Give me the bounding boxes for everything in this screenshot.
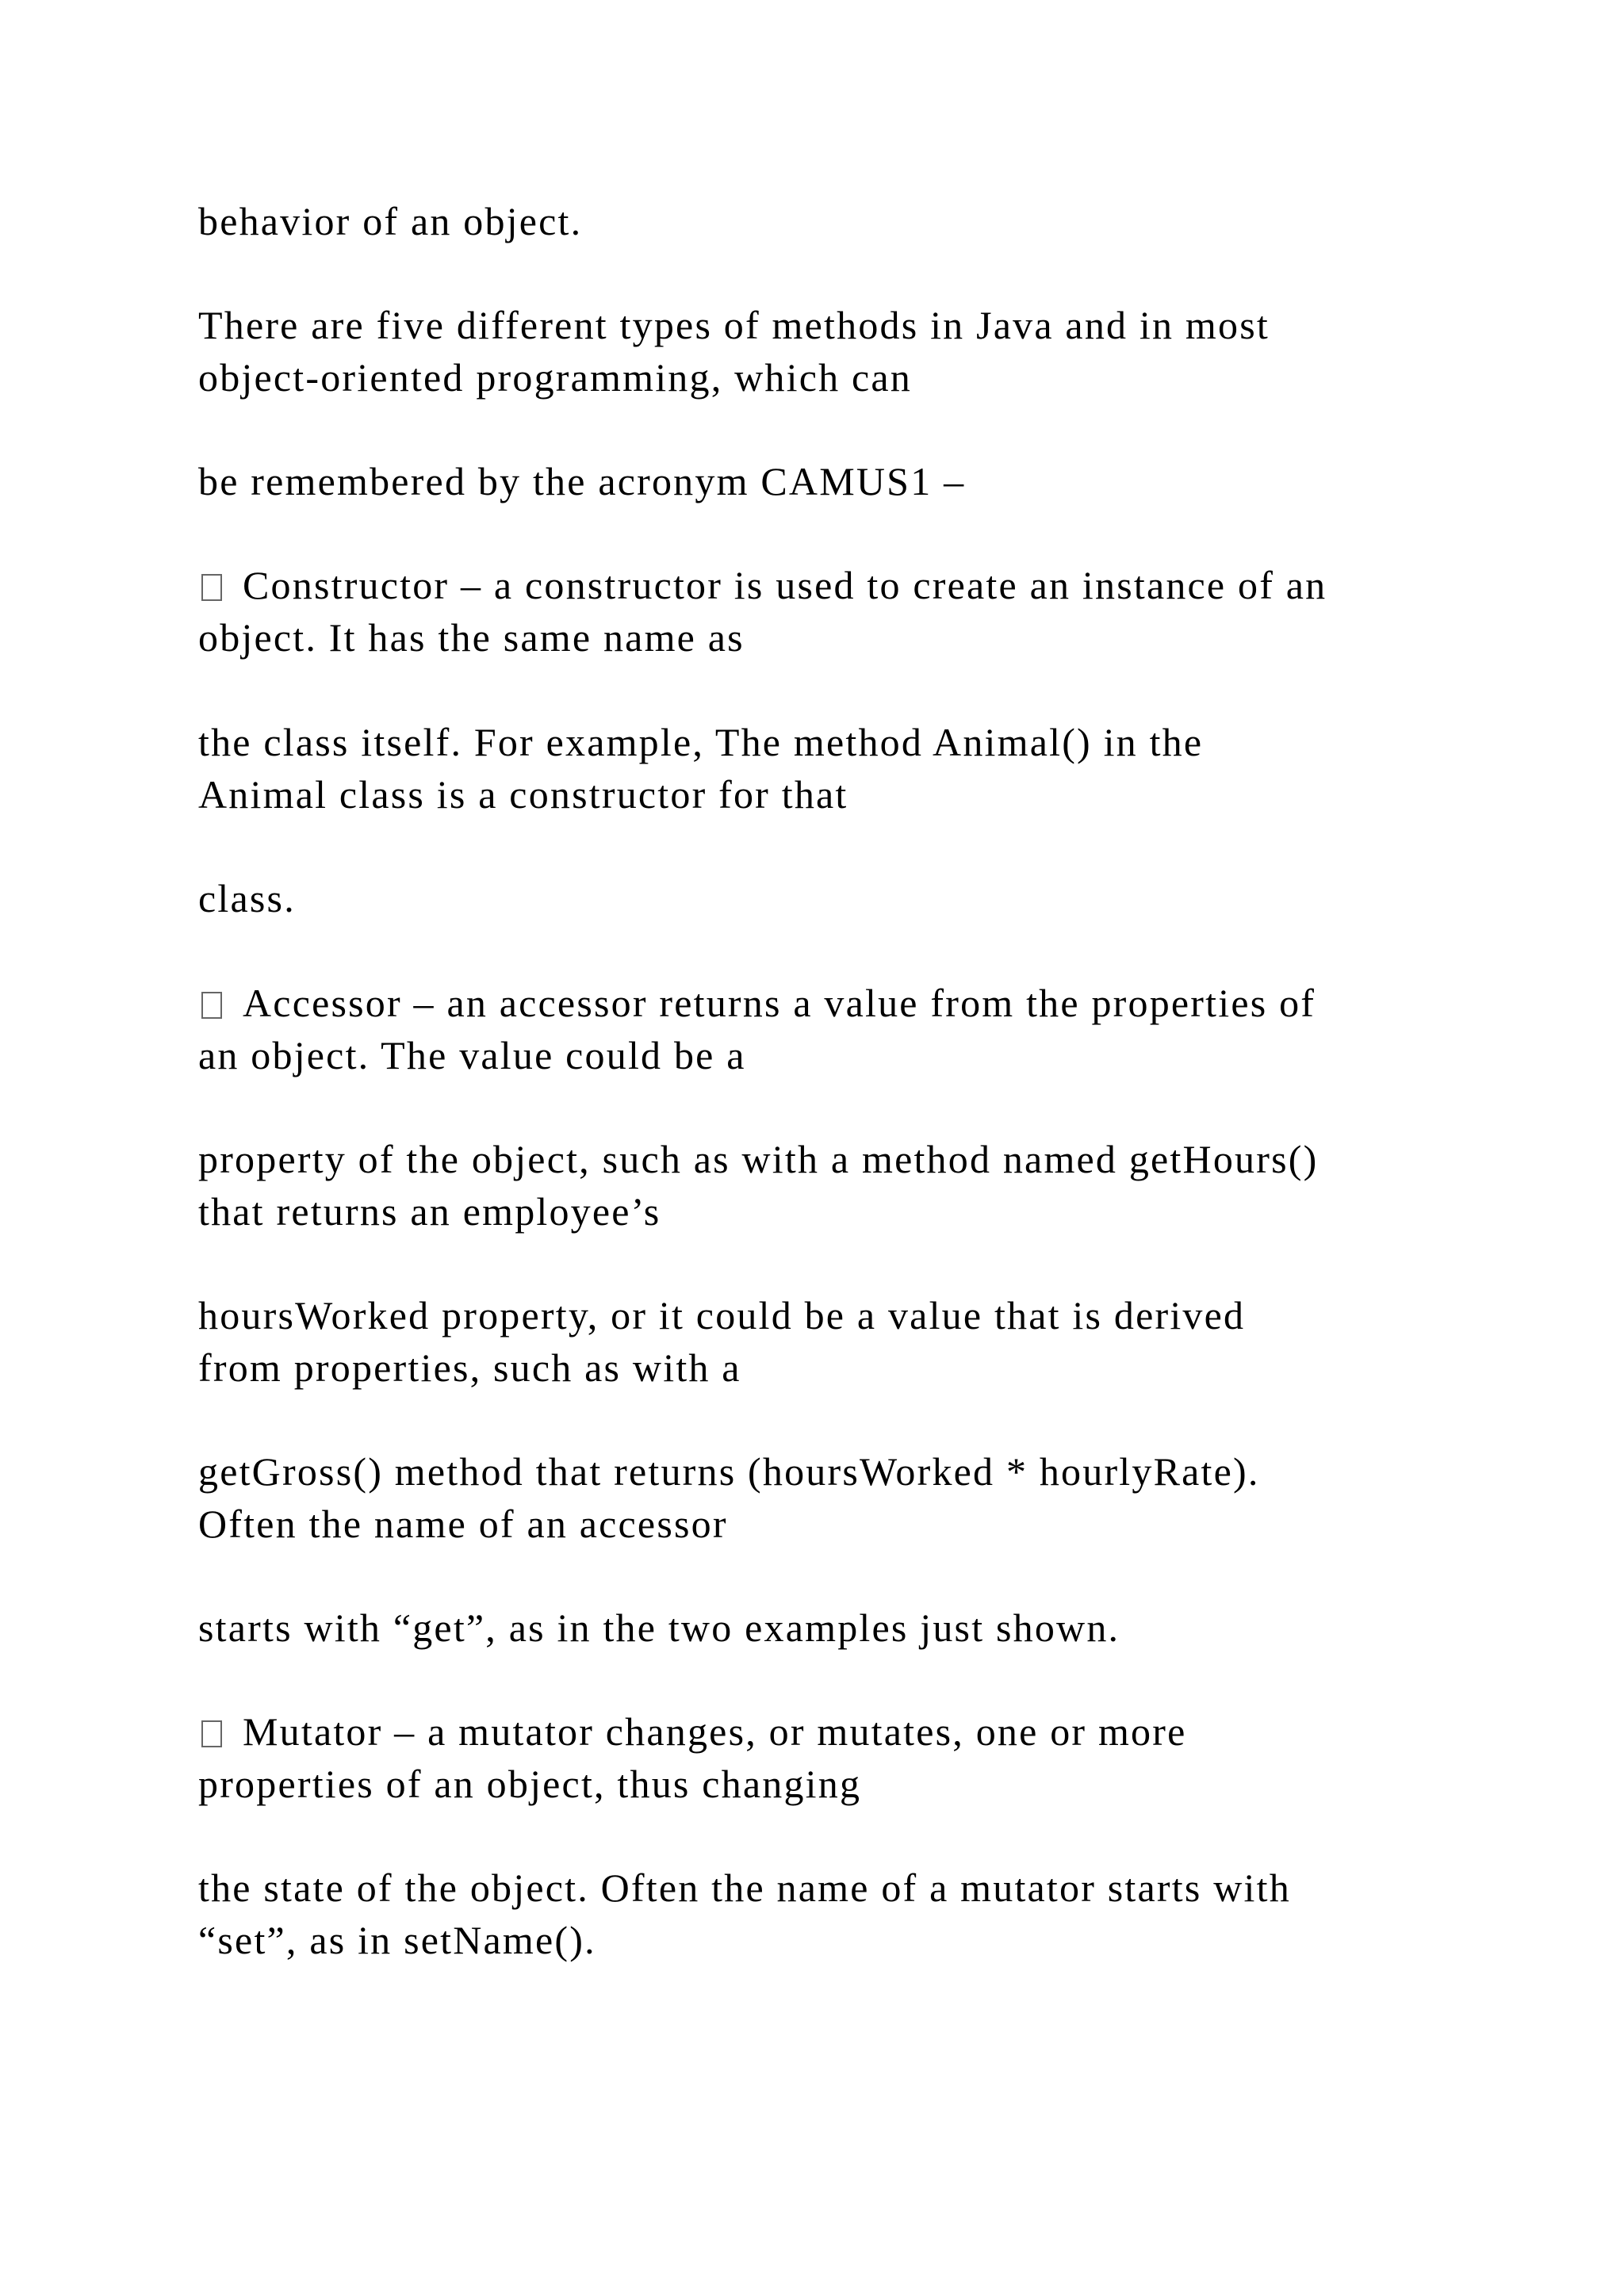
text-line: class. [198,876,296,920]
text-line: behavior of an object. [198,199,583,243]
text-line: Often the name of an accessor [198,1502,728,1546]
paragraph-class-itself [198,716,1203,821]
bullet-accessor [198,977,1316,1081]
text-line: the class itself. For example, The method Animal() in the [198,720,1204,764]
text-line: object-oriented programming, which can [198,355,912,400]
text-line: properties of an object, thus changing [198,1762,862,1806]
paragraph-acronym [198,455,965,507]
text-line: the state of the object. Often the name of a mutator starts with [198,1866,1291,1910]
paragraph-starts-with-get [198,1601,1120,1654]
bullet-icon [201,992,222,1019]
bullet-icon [201,1720,222,1747]
text-line: be remembered by the acronym CAMUS1 – [198,459,966,503]
text-line: getGross() method that returns (hoursWorked * hourlyRate). [198,1449,1260,1494]
paragraph-get-gross [198,1445,1260,1550]
text-line: that returns an employee’s [198,1189,661,1234]
text-line: Accessor – an accessor returns a value from the properties of [243,981,1316,1025]
paragraph-property [198,1133,1318,1238]
paragraph-hours-worked [198,1289,1245,1394]
text-line: starts with “get”, as in the two examples just shown. [198,1605,1120,1650]
bullet-mutator [198,1705,1186,1810]
text-line: an object. The value could be a [198,1033,746,1077]
paragraph-behavior [198,195,582,247]
text-line: hoursWorked property, or it could be a value that is derived [198,1293,1246,1337]
text-line: property of the object, such as with a method named getHours() [198,1137,1319,1181]
paragraph-class [198,872,296,924]
text-line: Animal class is a constructor for that [198,772,848,817]
paragraph-state [198,1862,1291,1966]
bullet-constructor [198,559,1327,664]
text-line: Constructor – a constructor is used to create an instance of an [243,563,1327,607]
text-line: There are five different types of methods in Java and in most [198,303,1270,347]
paragraph-method-types [198,299,1270,404]
text-line: from properties, such as with a [198,1345,741,1390]
bullet-icon [201,574,222,601]
text-line: Mutator – a mutator changes, or mutates, one or more [243,1709,1187,1754]
text-line: object. It has the same name as [198,615,745,660]
text-line: “set”, as in setName(). [198,1918,596,1962]
